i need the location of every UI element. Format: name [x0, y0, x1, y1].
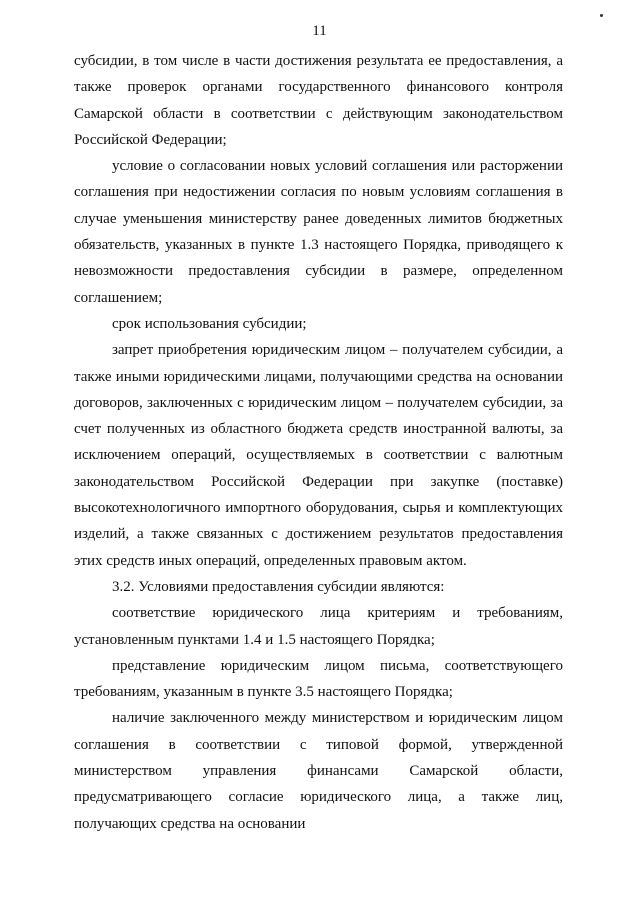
scan-speck — [600, 14, 603, 17]
paragraph-usage-term: срок использования субсидии; — [112, 315, 307, 332]
paragraph-section-3-2: 3.2. Условиями предоставления субсидии являются: — [112, 578, 445, 595]
paragraph-continuation: субсидии, в том числе в части достижения результата ее предоставления, а также проверок органами государственного финансового контроля Самарской области в соответствии с действующим законодательством Российской Федерации; — [74, 53, 563, 148]
paragraph-agreement-existence: наличие заключенного между министерством и юридическим лицом соглашения в соответствии с типовой формой, утвержденной министерством управления финансами Самарской области, предусматривающего согласие юридического лица, а также лиц, получающих средства на основании — [74, 710, 563, 832]
paragraph-letter-submission: представление юридическим лицом письма, соответствующего требованиям, указанным в пункте 3.5 настоящего Порядка; — [74, 657, 563, 701]
document-body — [74, 48, 563, 837]
page-number: 11 — [312, 23, 327, 39]
paragraph-agreement-condition: условие о согласовании новых условий соглашения или расторжении соглашения при недостижении согласия по новым условиям соглашения в случае уменьшения министерству ранее доведенных лимитов бюджетных обязательств, указанных в пункте 1.3 настоящего Порядка, приводящего к невозможности предоставления субсидии в размере, определенном соглашением; — [74, 158, 563, 306]
paragraph-criteria-compliance: соответствие юридического лица критериям и требованиям, установленным пунктами 1.4 и 1.5 настоящего Порядка; — [74, 605, 563, 648]
paragraph-currency-prohibition: запрет приобретения юридическим лицом – получателем субсидии, а также иными юридическими лицами, получающими средства на основании договоров, заключенных с юридическим лицом – получателем субсидии, за счет полученных из областного бюджета средств иностранной валюты, за исключением операций, осуществляемых в соответствии с валютным законодательством Российской Федерации при закупке (поставке) высокотехнологичного импортного оборудования, сырья и комплектующих изделий, а также связанных с достижением результатов предоставления этих средств иных операций, определенных правовым актом. — [74, 342, 563, 569]
